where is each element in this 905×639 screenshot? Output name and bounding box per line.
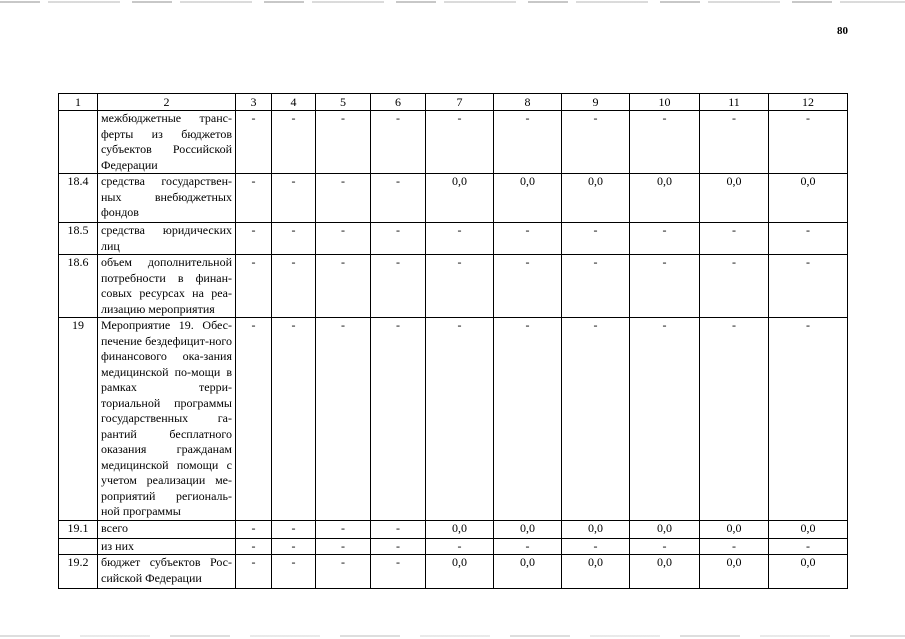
value-cell: - [630,111,700,174]
row-description-cell: всего [98,520,236,538]
value-cell: 0,0 [630,174,700,223]
row-number-cell [59,111,98,174]
scan-top-edge [0,1,905,3]
row-description-cell: Мероприятие 19. Обес-печение бездефицит-ного финансового ока-зания медицинской по-мощи в рамках терри-ториальной программы государственных га-рантий бесплатного оказания гражданам медицинской помощи с учетом реализации ме-роприятий региональ-ной программы [98,318,236,521]
value-cell: - [272,538,316,555]
value-cell: - [562,255,630,318]
value-cell: - [562,111,630,174]
value-cell: - [630,538,700,555]
row-number-cell: 18.6 [59,255,98,318]
table-row [59,174,848,223]
table-row [59,538,848,555]
value-cell: 0,0 [426,174,494,223]
value-cell: - [236,520,272,538]
row-number-cell [59,538,98,555]
row-number-cell: 19.1 [59,520,98,538]
value-cell: - [769,318,848,521]
value-cell: - [236,538,272,555]
value-cell: - [236,174,272,223]
header-cell: 12 [769,94,848,111]
value-cell: - [371,111,426,174]
value-cell: 0,0 [494,174,562,223]
value-cell: 0,0 [562,555,630,589]
value-cell: - [371,223,426,255]
value-cell: - [236,318,272,521]
value-cell: - [494,538,562,555]
row-description-cell: средства юридических лиц [98,223,236,255]
value-cell: - [236,223,272,255]
value-cell: 0,0 [769,174,848,223]
header-cell: 1 [59,94,98,111]
value-cell: - [562,538,630,555]
value-cell: - [700,223,769,255]
value-cell: - [630,255,700,318]
value-cell: - [316,520,371,538]
table-header-row [59,94,848,111]
value-cell: - [236,255,272,318]
value-cell: - [562,223,630,255]
value-cell: - [769,223,848,255]
value-cell: 0,0 [494,555,562,589]
header-cell: 4 [272,94,316,111]
value-cell: - [700,255,769,318]
value-cell: - [700,111,769,174]
value-cell: - [316,223,371,255]
value-cell: 0,0 [700,555,769,589]
row-description-cell: средства государствен-ных внебюджетных фондов [98,174,236,223]
table-row [59,318,848,521]
value-cell: 0,0 [426,555,494,589]
value-cell: - [494,223,562,255]
row-number-cell: 18.4 [59,174,98,223]
table-row [59,520,848,538]
value-cell: - [316,318,371,521]
value-cell: - [769,538,848,555]
value-cell: - [426,255,494,318]
page-number: 80 [837,25,848,37]
value-cell: - [272,520,316,538]
value-cell: - [562,318,630,521]
value-cell: - [272,318,316,521]
value-cell: - [316,111,371,174]
value-cell: - [371,318,426,521]
table-row [59,255,848,318]
value-cell: - [236,111,272,174]
value-cell: - [426,538,494,555]
value-cell: 0,0 [700,520,769,538]
value-cell: - [700,318,769,521]
value-cell: - [272,255,316,318]
value-cell: - [630,318,700,521]
value-cell: 0,0 [769,555,848,589]
value-cell: 0,0 [426,520,494,538]
table-row [59,111,848,174]
row-number-cell: 19 [59,318,98,521]
value-cell: - [272,111,316,174]
value-cell: - [700,538,769,555]
header-cell: 8 [494,94,562,111]
header-cell: 3 [236,94,272,111]
header-cell: 5 [316,94,371,111]
value-cell: - [371,174,426,223]
value-cell: - [236,555,272,589]
scan-bottom-edge [0,635,905,637]
value-cell: 0,0 [630,555,700,589]
value-cell: - [426,318,494,521]
value-cell: - [494,111,562,174]
value-cell: - [371,520,426,538]
value-cell: - [316,538,371,555]
value-cell: - [494,255,562,318]
value-cell: 0,0 [562,520,630,538]
header-cell: 6 [371,94,426,111]
row-description-cell: из них [98,538,236,555]
header-cell: 2 [98,94,236,111]
value-cell: 0,0 [769,520,848,538]
row-description-cell: бюджет субъектов Рос-сийской Федерации [98,555,236,589]
value-cell: - [371,255,426,318]
value-cell: - [371,555,426,589]
table-body [59,94,848,589]
row-number-cell: 19.2 [59,555,98,589]
value-cell: - [272,555,316,589]
value-cell: - [371,538,426,555]
value-cell: - [316,555,371,589]
budget-table [58,93,848,589]
value-cell: - [769,111,848,174]
header-cell: 7 [426,94,494,111]
value-cell: 0,0 [700,174,769,223]
table-row [59,223,848,255]
value-cell: - [494,318,562,521]
value-cell: - [272,223,316,255]
value-cell: - [769,255,848,318]
value-cell: 0,0 [494,520,562,538]
value-cell: 0,0 [562,174,630,223]
header-cell: 10 [630,94,700,111]
value-cell: - [426,223,494,255]
value-cell: - [272,174,316,223]
row-description-cell: межбюджетные транс-ферты из бюджетов субъектов Российской Федерации [98,111,236,174]
value-cell: - [316,255,371,318]
value-cell: - [426,111,494,174]
value-cell: - [630,223,700,255]
row-description-cell: объем дополнительной потребности в финан-совых ресурсах на реа-лизацию мероприятия [98,255,236,318]
table-row [59,555,848,589]
header-cell: 9 [562,94,630,111]
header-cell: 11 [700,94,769,111]
value-cell: 0,0 [630,520,700,538]
row-number-cell: 18.5 [59,223,98,255]
value-cell: - [316,174,371,223]
